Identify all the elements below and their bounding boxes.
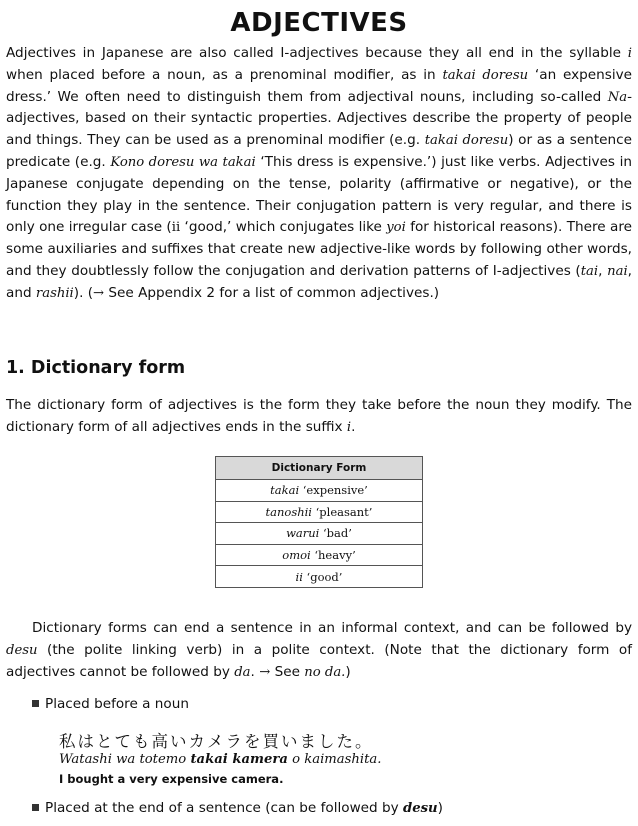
adjective-word: omoi	[282, 548, 311, 563]
adjective-word: tanoshii	[265, 504, 312, 519]
dictionary-form-table	[215, 456, 423, 588]
text-run: Kono doresu wa takai	[110, 154, 256, 170]
text-run: )	[345, 663, 351, 680]
page-title: ADJECTIVES	[230, 8, 408, 38]
table-cell	[216, 523, 423, 545]
example-english: I bought a very expensive camera.	[59, 772, 284, 786]
text-run: when placed before a noun, as a prenominal modifier, as in	[6, 66, 443, 83]
adjective-word: warui	[286, 526, 320, 541]
text-run: ‘good,’ which conjugates like	[180, 219, 387, 236]
text-run: da	[234, 664, 251, 680]
text-run: nai	[607, 263, 628, 279]
table-row	[216, 544, 423, 566]
example-japanese: 私はとても高いカメラを買いました。	[59, 732, 374, 751]
text-run: (the polite linking verb) in a polite context. (Note that the dictionary form of adjectives cannot be followed by	[6, 641, 632, 680]
example-romaji: Watashi wa totemo takai kamera o kaimashita.	[59, 752, 382, 767]
text-run: no da.	[304, 664, 346, 680]
text-run: i	[627, 46, 632, 61]
adjective-gloss: ‘good’	[302, 569, 343, 584]
text-run: rashii	[35, 285, 74, 301]
adjective-gloss: ‘expensive’	[299, 483, 368, 498]
adjective-word: ii	[295, 569, 303, 584]
text-run: ). (	[73, 284, 94, 301]
table-row	[216, 566, 423, 588]
table-cell	[216, 544, 423, 566]
text-run: ‘This dress is expensive.’) just like verbs. Adjectives in Japanese conjugate depending on the tense, polarity (affirmative or negative), or the function they play in the sentence. Their conjugation pattern is very regular, and there is only one irregular case (	[6, 153, 632, 236]
adjective-gloss: ‘bad’	[319, 526, 352, 541]
dictionary-forms-paragraph	[6, 618, 632, 683]
text-run: .	[250, 663, 260, 680]
table-cell	[216, 480, 423, 502]
bullet-label: Placed before a noun	[45, 696, 189, 712]
text-run: ‘an expensive dress.’ We often need to distinguish them from adjectival nouns, including so-called	[6, 66, 633, 105]
intro-paragraph	[6, 43, 632, 305]
text-run: Dictionary forms can end a sentence in an informal context, and can be followed by	[32, 620, 632, 636]
text-run: .	[351, 418, 356, 435]
section-heading: 1. Dictionary form	[6, 358, 186, 378]
table-row	[216, 480, 423, 502]
text-run: →	[259, 664, 271, 680]
text-run: Adjectives in Japanese are also called I-adjectives because they all end in the syllable	[6, 45, 628, 61]
text-run: i	[346, 419, 352, 435]
table-cell	[216, 566, 423, 588]
text-run: , and	[6, 262, 632, 301]
adjective-gloss: ‘pleasant’	[312, 504, 373, 519]
adjective-gloss: ‘heavy’	[310, 548, 356, 563]
bullet-square-icon	[32, 804, 39, 811]
text-run: See Appendix 2 for a list of common adjectives.)	[104, 284, 440, 301]
table-row	[216, 501, 423, 523]
text-run: ,	[598, 262, 608, 279]
text-run: ii	[171, 220, 181, 236]
text-run: Na	[607, 89, 628, 105]
adjective-word: takai	[270, 483, 300, 498]
bullet-end-of-sentence: Placed at the end of a sentence (can be followed by desu)	[32, 800, 443, 816]
text-run: desu	[6, 642, 38, 658]
text-run: yoi	[386, 220, 406, 236]
bullet-before-noun	[32, 696, 189, 712]
text-run: →	[93, 285, 105, 301]
section-paragraph	[6, 395, 632, 439]
bullet-square-icon	[32, 700, 39, 707]
text-run: tai	[580, 263, 599, 279]
text-run: The dictionary form of adjectives is the form they take before the noun they modify. The dictionary form of all adjectives ends in the suffix	[6, 397, 632, 435]
table-header: Dictionary Form	[216, 457, 423, 480]
text-run: takai doresu	[442, 67, 529, 83]
text-run: ) or as a sentence predicate (e.g.	[6, 132, 632, 170]
table-row	[216, 523, 423, 545]
text-run: for historical reasons). There are some auxiliaries and suffixes that create new adjective-like words by following other words, and they doubtlessly follow the conjugation and derivation patterns of I-adjectives (	[6, 219, 632, 279]
text-run: See	[270, 663, 305, 680]
text-run: takai doresu	[424, 133, 509, 149]
table-cell	[216, 501, 423, 523]
text-run: -adjectives, based on their syntactic properties. Adjectives describe the property of people and things. They can be used as a prenominal modifier (e.g.	[6, 88, 632, 149]
